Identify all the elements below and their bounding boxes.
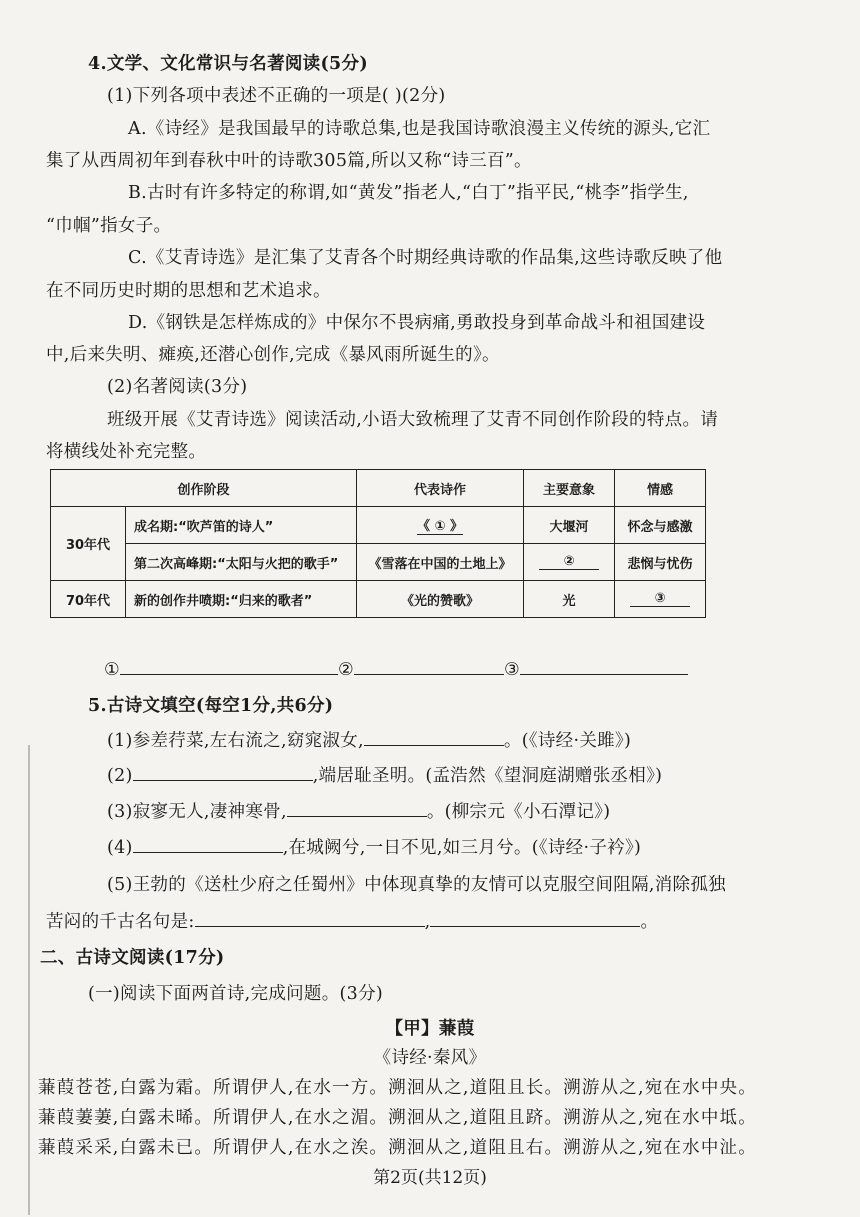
q5-title: 5.古诗文填空(每空1分,共6分) bbox=[88, 696, 334, 716]
q5-blank-6[interactable] bbox=[430, 910, 640, 927]
table-cell-stage: 成名期:“吹芦笛的诗人” bbox=[126, 507, 357, 544]
table-row bbox=[51, 507, 706, 544]
q5-item-1 bbox=[107, 729, 631, 753]
q4-option-b-line1: B.古时有许多特定的称谓,如“黄发”指老人,“白丁”指平民,“桃李”指学生, bbox=[128, 183, 689, 203]
table-cell-image: 大堰河 bbox=[524, 507, 615, 544]
section2-sub: (一)阅读下面两首诗,完成问题。(3分) bbox=[88, 984, 384, 1004]
poem-line: 蒹葭苍苍,白露为霜。所谓伊人,在水一方。溯洄从之,道阻且长。溯游从之,宛在水中央。 bbox=[38, 1078, 757, 1098]
q4-title: 4.文学、文化常识与名著阅读(5分) bbox=[88, 54, 368, 74]
q5-item-4-source: ,在城阙兮,一日不见,如三月兮。(《诗经·子衿》) bbox=[282, 838, 642, 858]
q5-blank-5[interactable] bbox=[195, 910, 425, 927]
answer-label-2: ② bbox=[338, 660, 354, 680]
q4-option-d-line2: 中,后来失明、瘫痪,还潜心创作,完成《暴风雨所诞生的》。 bbox=[46, 345, 500, 365]
answer-blank-2[interactable]: ② bbox=[539, 554, 599, 570]
q5-blank-3[interactable] bbox=[287, 800, 427, 817]
table-header-row bbox=[51, 470, 706, 507]
answer-line-3[interactable] bbox=[520, 658, 688, 675]
q4-option-a-line1: A.《诗经》是我国最早的诗歌总集,也是我国诗歌浪漫主义传统的源头,它汇 bbox=[128, 119, 711, 139]
table-cell-emotion: 悲悯与忧伤 bbox=[615, 544, 706, 581]
q4-answer-row bbox=[104, 658, 688, 682]
page-fold-line bbox=[28, 745, 30, 1215]
table-cell-era: 70年代 bbox=[51, 581, 126, 618]
q5-blank-2[interactable] bbox=[133, 764, 313, 781]
q5-blank-4[interactable] bbox=[133, 836, 283, 853]
table-row bbox=[51, 544, 706, 581]
q5-item-2-source: ,端居耻圣明。(孟浩然《望洞庭湖赠张丞相》) bbox=[312, 766, 663, 786]
q4-intro-line2: 将横线处补充完整。 bbox=[46, 442, 207, 462]
q5-item-5-prompt: 苦闷的千古名句是: bbox=[46, 912, 195, 932]
page-footer: 第2页(共12页) bbox=[373, 1168, 487, 1188]
table-cell-stage: 新的创作井喷期:“归来的歌者” bbox=[126, 581, 357, 618]
table-cell-era: 30年代 bbox=[51, 507, 126, 581]
table-cell-work[interactable] bbox=[357, 507, 524, 544]
table-header: 代表诗作 bbox=[357, 470, 524, 507]
answer-blank-1[interactable]: 《 ① 》 bbox=[417, 515, 463, 535]
q4-option-a-line2: 集了从西周初年到春秋中叶的诗歌305篇,所以又称“诗三百”。 bbox=[46, 151, 532, 171]
table-header: 创作阶段 bbox=[51, 470, 357, 507]
q4-sub1: (1)下列各项中表述不正确的一项是( )(2分) bbox=[107, 86, 446, 106]
q5-item-3-source: 。(柳宗元《小石潭记》) bbox=[426, 802, 611, 822]
table-cell-work: 《光的赞歌》 bbox=[357, 581, 524, 618]
q5-item-5-line1: (5)王勃的《送杜少府之任蜀州》中体现真挚的友情可以克服空间阻隔,消除孤独 bbox=[107, 875, 726, 895]
q5-item-5-line2 bbox=[46, 910, 658, 934]
table-cell-emotion[interactable] bbox=[615, 581, 706, 618]
q5-period: 。 bbox=[640, 912, 659, 932]
q5-item-4-prompt: (4) bbox=[107, 838, 133, 858]
q5-item-1-prompt: (1)参差荇菜,左右流之,窈窕淑女, bbox=[107, 731, 364, 751]
table-header: 情感 bbox=[615, 470, 706, 507]
q4-option-c-line1: C.《艾青诗选》是汇集了艾青各个时期经典诗歌的作品集,这些诗歌反映了他 bbox=[128, 248, 723, 268]
q5-item-3-prompt: (3)寂寥无人,凄神寒骨, bbox=[107, 802, 287, 822]
section2-title: 二、古诗文阅读(17分) bbox=[40, 948, 225, 968]
q5-blank-1[interactable] bbox=[364, 729, 504, 746]
poem-line: 蒹葭萋萋,白露未晞。所谓伊人,在水之湄。溯洄从之,道阻且跻。溯游从之,宛在水中坻。 bbox=[38, 1108, 757, 1128]
poem-title: 【甲】蒹葭 bbox=[385, 1019, 475, 1039]
q4-option-b-line2: “巾帼”指女子。 bbox=[46, 216, 172, 236]
table-header: 主要意象 bbox=[524, 470, 615, 507]
poet-stage-table bbox=[50, 469, 706, 618]
answer-line-1[interactable] bbox=[120, 658, 338, 675]
table-cell-work: 《雪落在中国的土地上》 bbox=[357, 544, 524, 581]
q4-sub2: (2)名著阅读(3分) bbox=[107, 377, 248, 397]
table-cell-emotion: 怀念与感激 bbox=[615, 507, 706, 544]
table-cell-image[interactable] bbox=[524, 544, 615, 581]
q4-intro-line1: 班级开展《艾青诗选》阅读活动,小语大致梳理了艾青不同创作阶段的特点。请 bbox=[107, 410, 719, 430]
answer-blank-3[interactable]: ③ bbox=[630, 591, 690, 607]
q4-option-c-line2: 在不同历史时期的思想和艺术追求。 bbox=[46, 281, 331, 301]
q5-item-3 bbox=[107, 800, 610, 824]
table-cell-image: 光 bbox=[524, 581, 615, 618]
q5-comma: , bbox=[424, 912, 431, 932]
answer-line-2[interactable] bbox=[354, 658, 504, 675]
q4-option-d-line1: D.《钢铁是怎样炼成的》中保尔不畏病痛,勇敢投身到革命战斗和祖国建设 bbox=[128, 313, 706, 333]
answer-label-3: ③ bbox=[504, 660, 520, 680]
table-cell-stage: 第二次高峰期:“太阳与火把的歌手” bbox=[126, 544, 357, 581]
q5-item-2 bbox=[107, 764, 662, 788]
answer-label-1: ① bbox=[104, 660, 120, 680]
q5-item-1-source: 。(《诗经·关雎》) bbox=[503, 731, 632, 751]
table-row bbox=[51, 581, 706, 618]
q5-item-2-prompt: (2) bbox=[107, 766, 133, 786]
q5-item-4 bbox=[107, 836, 641, 860]
poem-source: 《诗经·秦风》 bbox=[373, 1048, 487, 1068]
poem-line: 蒹葭采采,白露未已。所谓伊人,在水之涘。溯洄从之,道阻且右。溯游从之,宛在水中沚。 bbox=[38, 1138, 757, 1158]
